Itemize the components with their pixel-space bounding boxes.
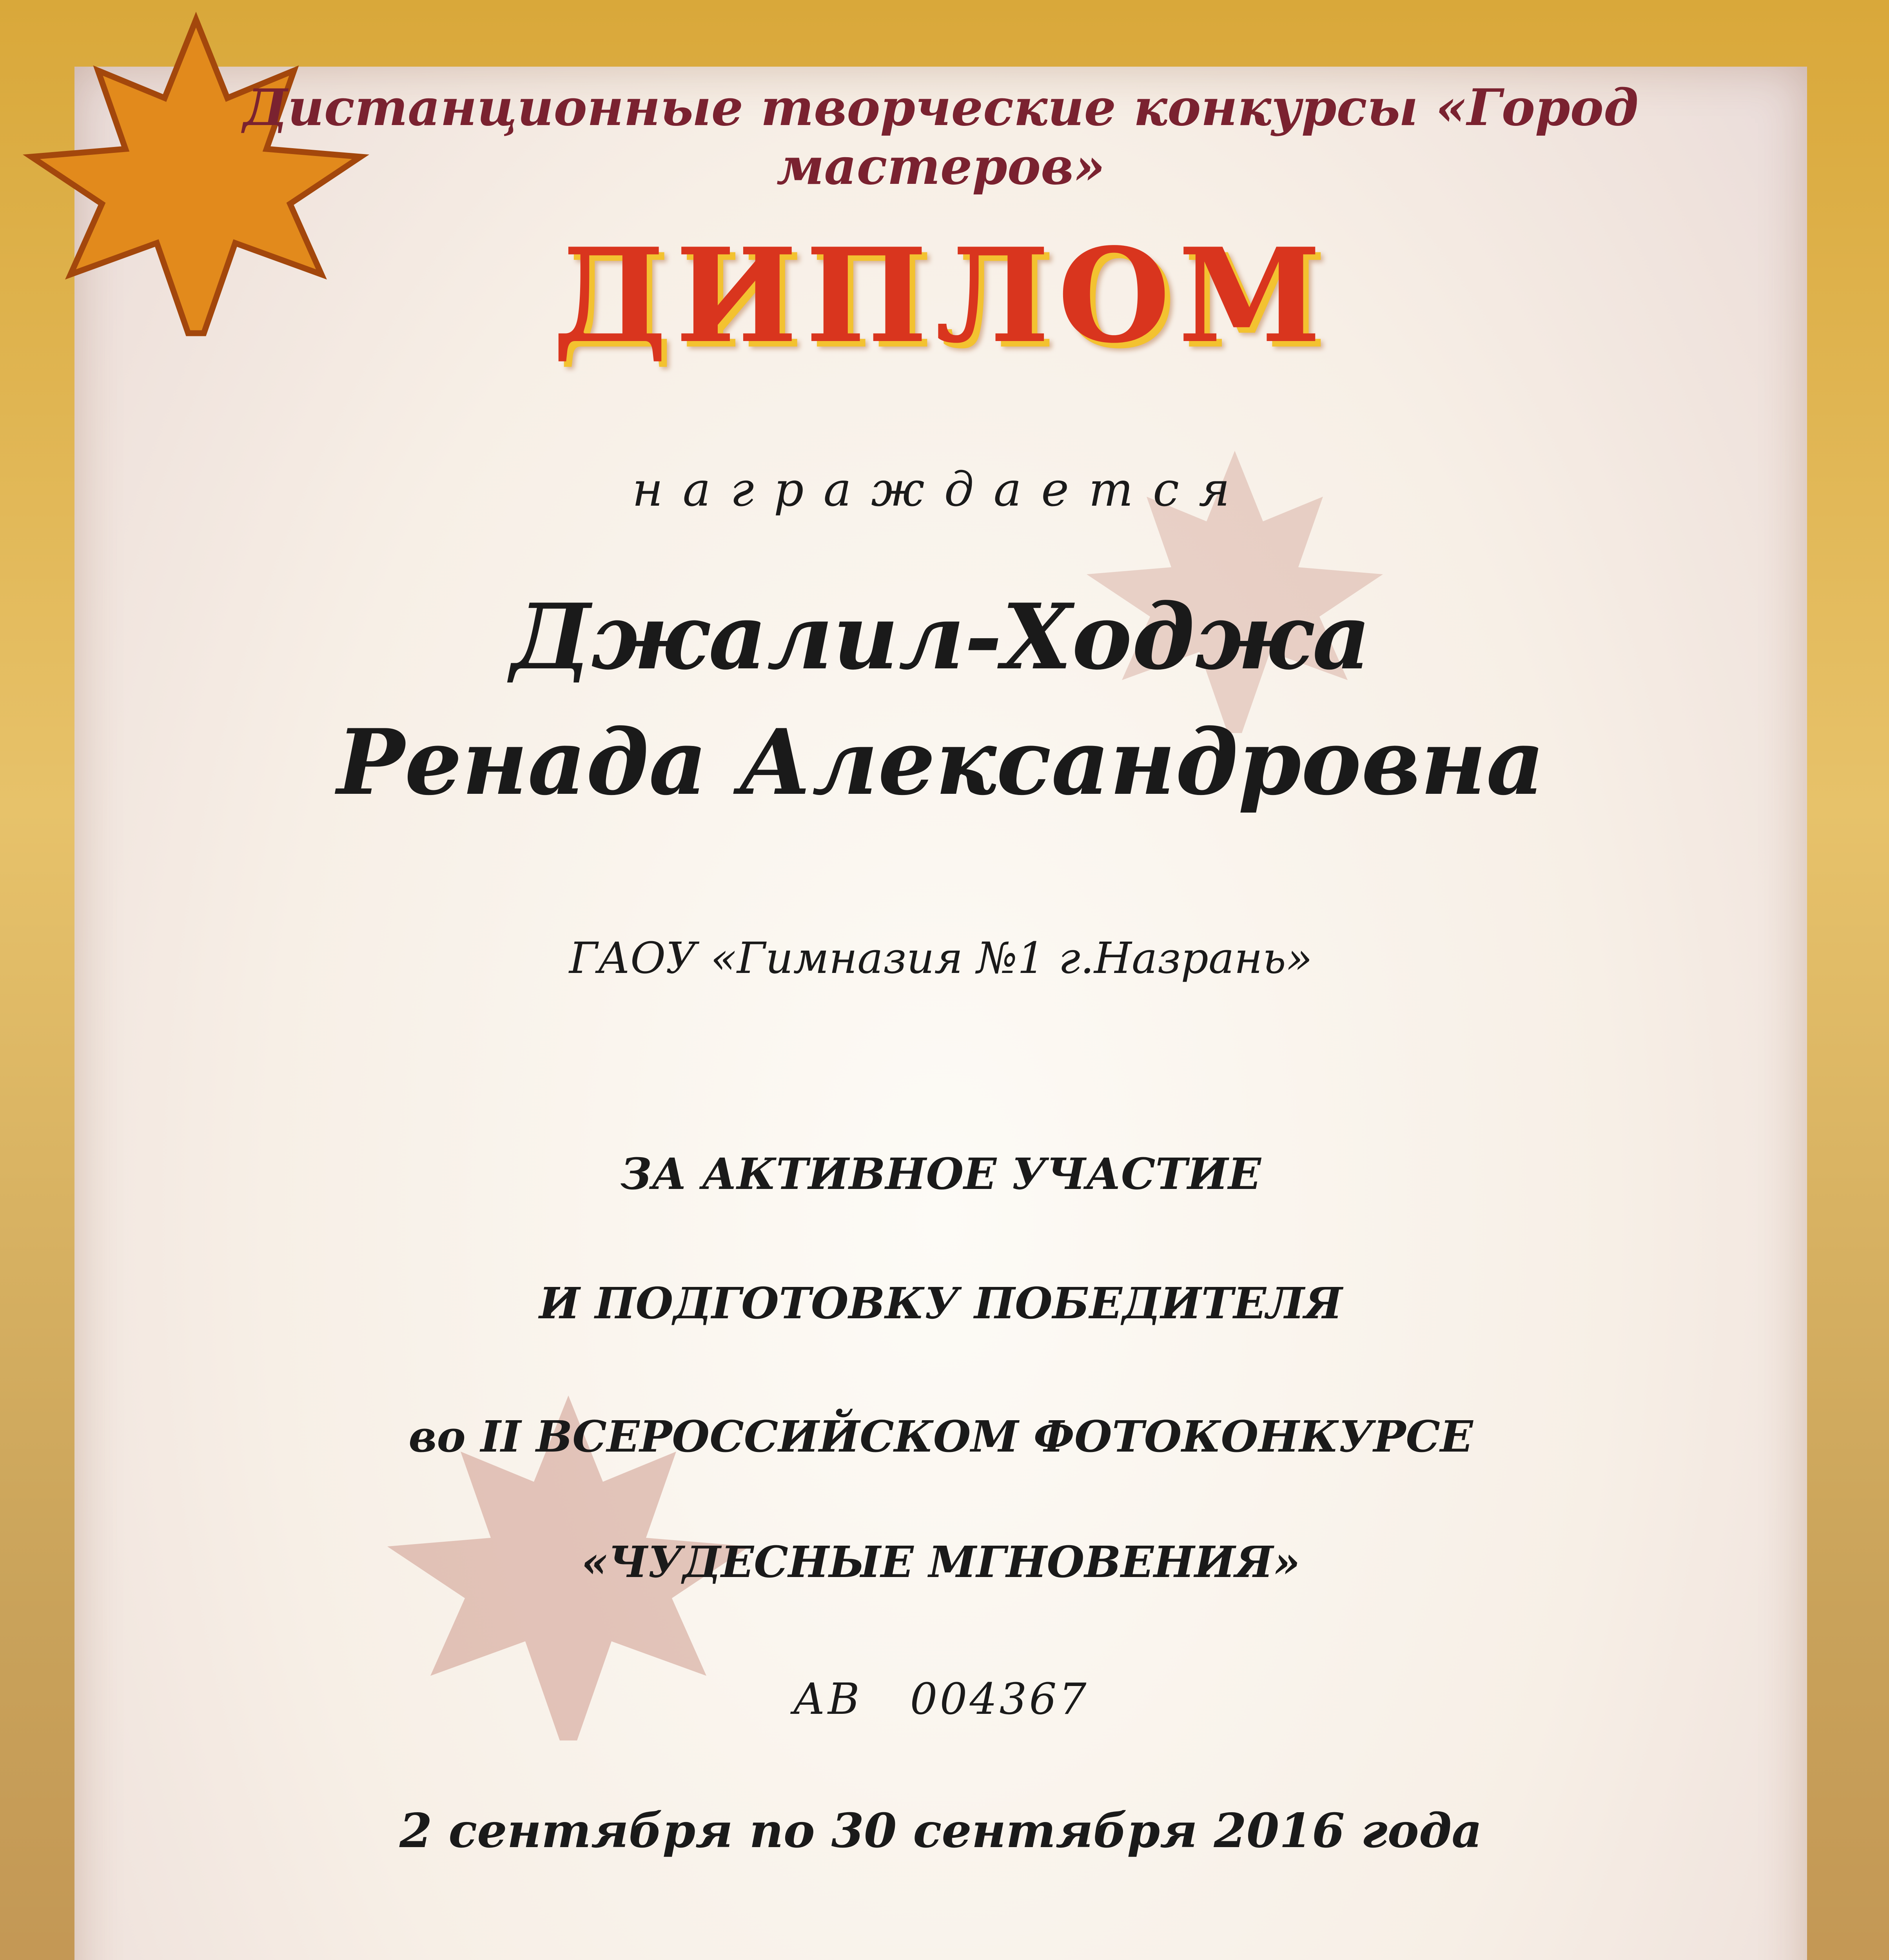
- reason-line-2: И ПОДГОТОВКУ ПОБЕДИТЕЛЯ: [539, 1278, 1343, 1328]
- awarded-label: награждается: [632, 463, 1250, 517]
- diploma-code: АВ 004367: [793, 1674, 1089, 1724]
- reason-line-1: ЗА АКТИВНОЕ УЧАСТИЕ: [621, 1149, 1261, 1199]
- reason-line-3: во II ВСЕРОССИЙСКОМ ФОТОКОНКУРСЕ: [408, 1411, 1473, 1462]
- reason-line-4: «ЧУДЕСНЫЕ МГНОВЕНИЯ»: [581, 1537, 1300, 1587]
- header-contest-name: Дистанционные творческие конкурсы «Город мастеров»: [243, 78, 1639, 196]
- school-name: ГАОУ «Гимназия №1 г.Назрань»: [569, 933, 1313, 983]
- recipient-surname: Джалил-Ходжа: [510, 584, 1371, 690]
- recipient-given-names: Ренада Александровна: [337, 710, 1545, 815]
- contest-dates: 2 сентября по 30 сентября 2016 года: [399, 1803, 1483, 1858]
- page-title: ДИПЛОМ: [552, 220, 1329, 372]
